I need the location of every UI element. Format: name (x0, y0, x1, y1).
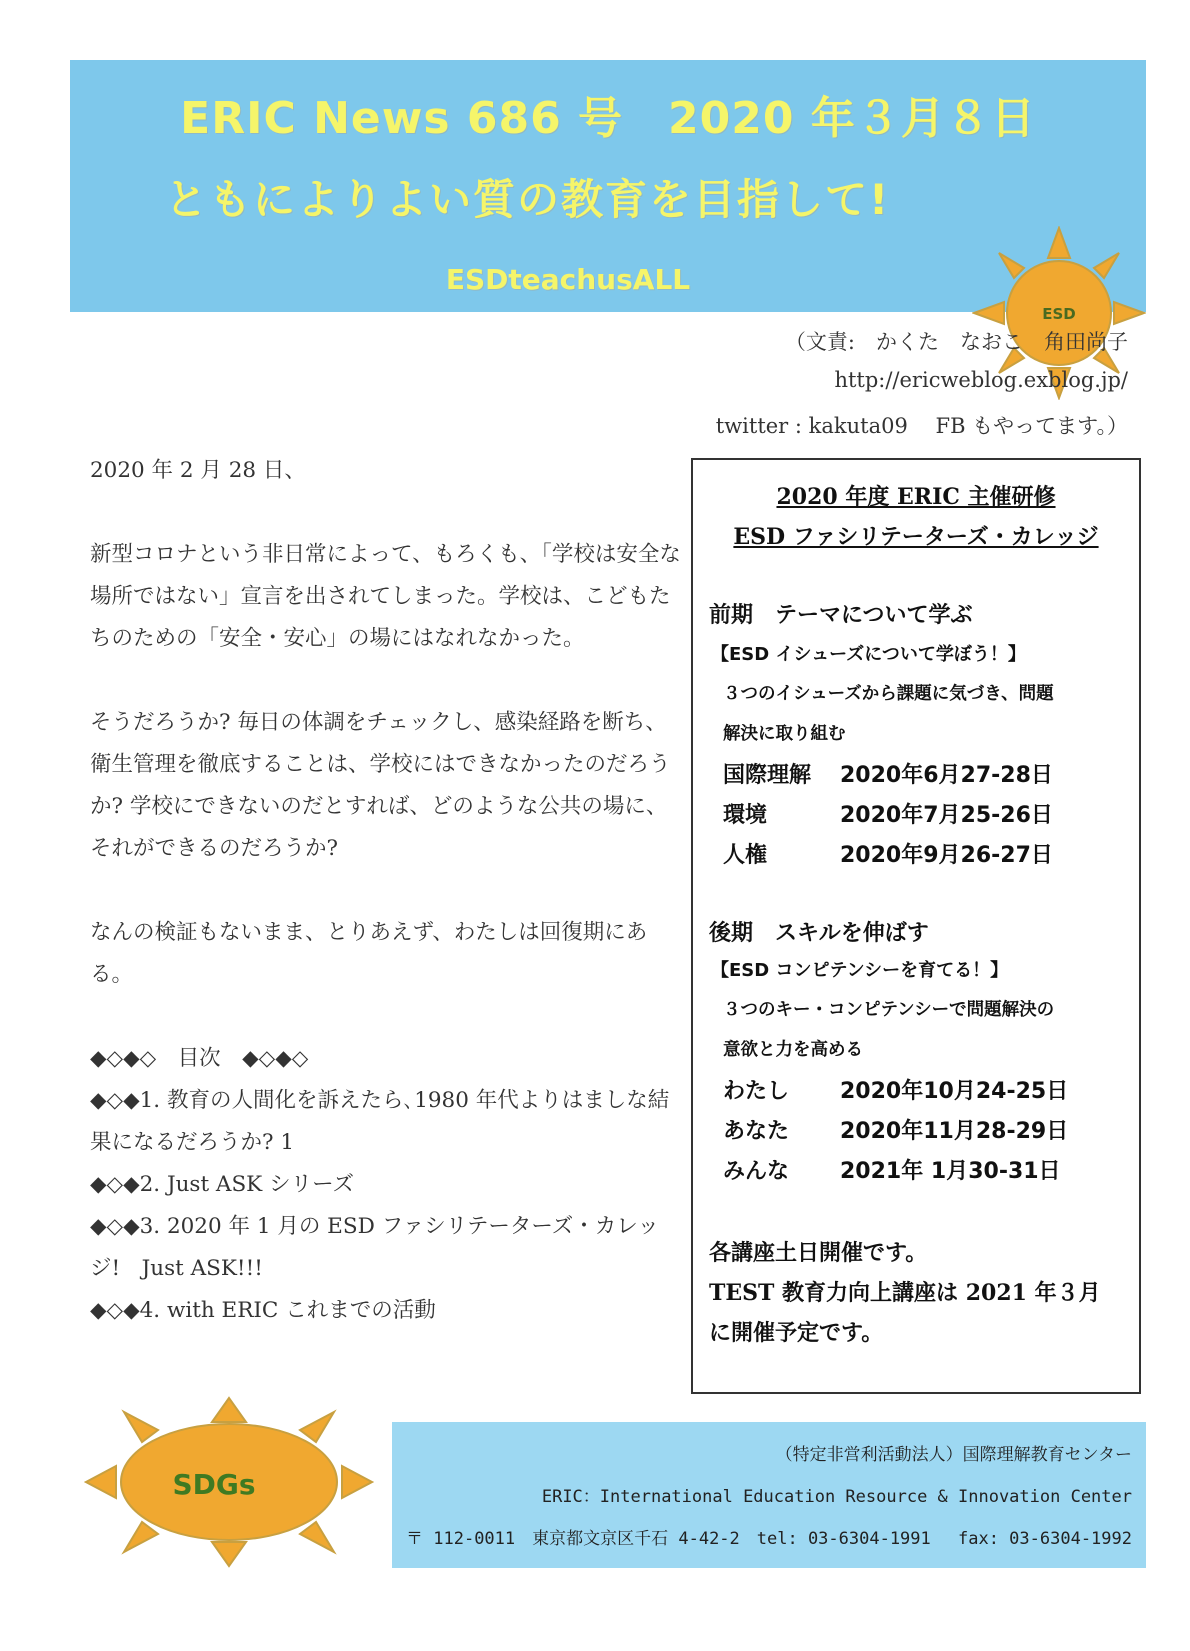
article-paragraph: そうだろうか? 毎日の体調をチェックし、感染経路を断ち、衛生管理を徹底することは、学校にはできなかったのだろうか? 学校にできないのだとすれば、どのような公共の場に、それができるのだろうか? (90, 710, 671, 861)
article-paragraph: なんの検証もないまま、とりあえず、わたしは回復期にある。 (90, 920, 648, 987)
session-label: 人権 (723, 843, 768, 868)
second-term-desc: ３つのキー・コンピテンシーで問題解決の (723, 1000, 1055, 1020)
second-term-desc: 意欲と力を高める (723, 1040, 863, 1060)
session-row (723, 838, 1053, 869)
toc-item[interactable]: ◆◇◆1. 教育の人間化を訴えたら､1980 年代よりはましな結果になるだろうか? 1 (90, 1088, 670, 1155)
newsletter-title: ERIC News 686 号 2020 年３月８日 (180, 93, 1036, 144)
session-row (723, 1114, 1068, 1145)
first-term-desc: 解決に取り組む (723, 724, 846, 744)
course-note: に開催予定です。 (709, 1320, 884, 1346)
org-name: （特定非営利活動法人）国際理解教育センター (775, 1445, 1132, 1465)
session-label: あなた (723, 1119, 790, 1144)
first-term-heading: 前期 テーマについて学ぶ (709, 603, 973, 628)
course-info-box (691, 458, 1141, 1394)
footer-contact (392, 1422, 1146, 1568)
course-title: 2020 年度 ERIC 主催研修 (776, 484, 1056, 510)
esd-logo-text: ESD (1042, 305, 1076, 323)
session-date: 2020年6月27-28日 (840, 763, 1053, 788)
course-name: ESD ファシリテーターズ・カレッジ (733, 524, 1099, 550)
sdgs-logo-text: SDGs (172, 1468, 256, 1501)
author-line: （文責: かくた なおこ 角田尚子 (784, 330, 1128, 354)
session-label: みんな (723, 1159, 790, 1184)
newsletter-subtitle: ともによりよい質の教育を目指して! (165, 175, 891, 224)
session-date: 2020年7月25-26日 (840, 803, 1053, 828)
first-term-desc: ３つのイシューズから課題に気づき、問題 (723, 684, 1054, 704)
session-label: わたし (723, 1079, 790, 1104)
session-date: 2020年9月26-27日 (840, 843, 1053, 868)
session-row (723, 1074, 1068, 1105)
second-term-subheading: 【ESD コンピテンシーを育てる！】 (711, 960, 1009, 981)
session-date: 2021年 1月30-31日 (840, 1159, 1061, 1184)
session-row (723, 758, 1053, 789)
article-body (90, 450, 685, 1332)
toc-item[interactable]: ◆◇◆4. with ERIC これまでの活動 (90, 1298, 436, 1323)
org-address: 〒 112-0011 東京都文京区千石 4-42-2 tel: 03-6304-1991 fax: 03-6304-1992 (406, 1529, 1132, 1549)
course-note: TEST 教育力向上講座は 2021 年３月 (709, 1280, 1101, 1306)
toc-item[interactable]: ◆◇◆2. Just ASK シリーズ (90, 1172, 355, 1197)
session-label: 国際理解 (723, 763, 812, 788)
first-term-subheading: 【ESD イシューズについて学ぼう！】 (711, 644, 1026, 665)
session-label: 環境 (723, 803, 768, 828)
session-date: 2020年10月24-25日 (840, 1079, 1069, 1104)
social-line: twitter : kakuta09 FB もやってます。） (715, 414, 1128, 438)
second-term-heading: 後期 スキルを伸ばす (709, 921, 929, 946)
article-date: 2020 年 2 月 28 日、 (90, 458, 306, 483)
sdgs-sun-logo (84, 1396, 374, 1568)
blog-url[interactable]: http://ericweblog.exblog.jp/ (834, 368, 1128, 392)
newsletter-tagline: ESDteachusALL (445, 263, 691, 296)
session-row (723, 1154, 1061, 1185)
session-row (723, 798, 1053, 829)
toc-title: ◆◇◆◇ 目次 ◆◇◆◇ (90, 1046, 309, 1071)
org-english-name: ERIC：International Education Resource & Innovation Center (541, 1487, 1132, 1507)
article-paragraph: 新型コロナという非日常によって、もろくも、「学校は安全な場所ではない」宣言を出されてしまった。学校は、こどもたちのための「安全・安心」の場にはなれなかった。 (90, 542, 681, 651)
session-date: 2020年11月28-29日 (840, 1119, 1069, 1144)
course-note: 各講座土日開催です。 (709, 1240, 928, 1266)
toc-item[interactable]: ◆◇◆3. 2020 年 1 月の ESD ファシリテーターズ・カレッジ! Just ASK!!! (90, 1214, 660, 1281)
